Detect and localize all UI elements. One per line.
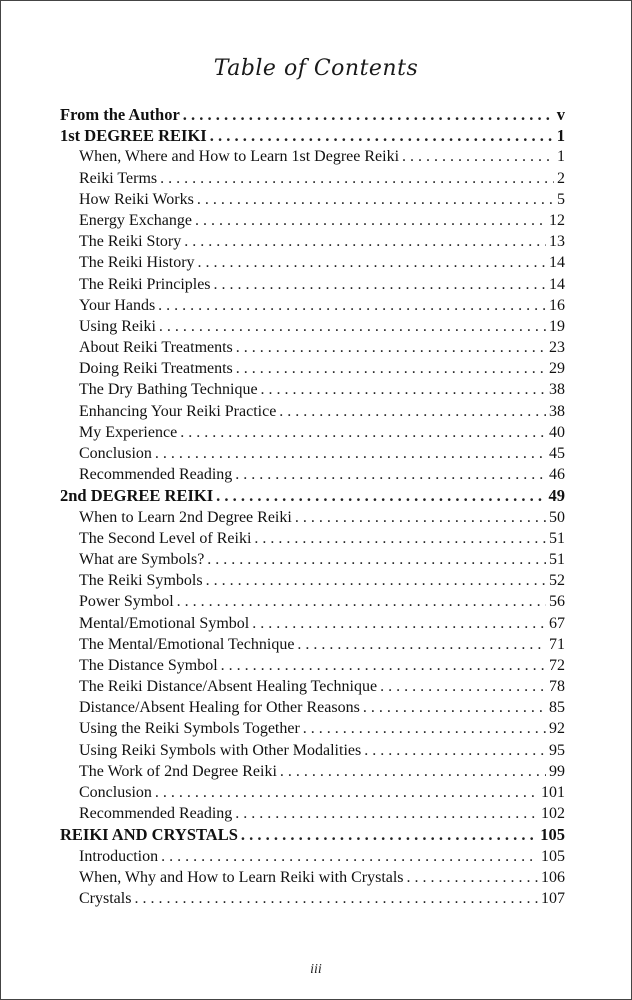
toc-title: Table of Contents xyxy=(213,56,419,81)
toc-entry-label: The Dry Bathing Technique xyxy=(79,381,258,399)
toc-entry-label: Your Hands xyxy=(79,296,156,314)
toc-entry[interactable] xyxy=(60,549,565,570)
toc-entry-label: Reiki Terms xyxy=(79,169,158,187)
dot-leader xyxy=(295,507,546,528)
toc-entry[interactable] xyxy=(60,379,565,400)
toc-entry-page: 51 xyxy=(549,550,565,568)
toc-entry-page: 16 xyxy=(549,296,565,314)
toc-entry-page: v xyxy=(556,105,565,124)
toc-entry-label: Enhancing Your Reiki Practice xyxy=(79,402,277,420)
toc-entry-page: 92 xyxy=(549,720,565,738)
toc-entry[interactable] xyxy=(60,274,565,295)
toc-entry[interactable] xyxy=(60,697,565,718)
toc-entry-label: Introduction xyxy=(79,847,159,865)
toc-entry[interactable] xyxy=(60,803,565,824)
dot-leader xyxy=(407,867,538,888)
toc-entry-page: 95 xyxy=(549,741,565,759)
toc-entry-label: Using Reiki xyxy=(79,317,156,335)
dot-leader xyxy=(210,125,554,146)
toc-entry-page: 5 xyxy=(557,190,565,208)
toc-entry[interactable] xyxy=(60,761,565,782)
toc-entry-page: 12 xyxy=(549,211,565,229)
dot-leader xyxy=(303,718,546,739)
toc-entry-page: 23 xyxy=(549,339,565,357)
toc-entry-page: 40 xyxy=(549,423,565,441)
toc-entry[interactable] xyxy=(60,422,565,443)
toc-entry[interactable] xyxy=(60,316,565,337)
toc-entry-page: 56 xyxy=(549,593,565,611)
toc-entry-label: Recommended Reading xyxy=(79,805,233,823)
dot-leader xyxy=(177,591,546,612)
toc-entry-label: Conclusion xyxy=(79,445,152,462)
dot-leader xyxy=(161,846,538,867)
toc-entry-page: 19 xyxy=(549,317,565,335)
toc-entry-page: 105 xyxy=(541,847,565,865)
toc-entry-page: 72 xyxy=(549,656,565,674)
toc-entry-page: 106 xyxy=(541,868,565,886)
toc-entry-label: The Reiki Symbols xyxy=(79,572,203,590)
toc-entry[interactable] xyxy=(60,401,565,422)
toc-entry-page: 13 xyxy=(549,233,565,251)
dot-leader xyxy=(235,803,538,824)
toc-entry[interactable] xyxy=(60,570,565,591)
toc-entry[interactable] xyxy=(60,443,565,464)
toc-entry-page: 107 xyxy=(541,889,565,907)
toc-entry[interactable] xyxy=(60,358,565,379)
dot-leader xyxy=(235,464,546,485)
toc-entry-page: 52 xyxy=(549,572,565,590)
toc-section-entry[interactable] xyxy=(60,485,565,506)
toc-entry-label: The Reiki Principles xyxy=(79,275,211,293)
toc-entry[interactable] xyxy=(60,337,565,358)
toc-entry-page: 85 xyxy=(549,699,565,717)
toc-section-entry[interactable] xyxy=(60,125,565,146)
dot-leader xyxy=(197,189,554,210)
toc-entry-page: 1 xyxy=(557,148,565,166)
toc-entry[interactable] xyxy=(60,528,565,549)
toc-entry-label: Using Reiki Symbols with Other Modalities xyxy=(79,741,362,759)
toc-entry-label: REIKI AND CRYSTALS xyxy=(60,825,238,845)
toc-list xyxy=(60,104,565,909)
dot-leader xyxy=(214,274,546,295)
dot-leader xyxy=(380,676,546,697)
toc-section-entry[interactable] xyxy=(60,104,565,125)
toc-entry-page: 99 xyxy=(549,762,565,780)
toc-entry-label: Using the Reiki Symbols Together xyxy=(79,720,300,738)
toc-entry[interactable] xyxy=(60,189,565,210)
dot-leader xyxy=(216,485,545,506)
dot-leader xyxy=(261,379,546,400)
dot-leader xyxy=(241,824,537,845)
toc-entry[interactable] xyxy=(60,295,565,316)
toc-entry-label: When, Why and How to Learn Reiki with Crystals xyxy=(79,868,404,886)
toc-entry-page: 71 xyxy=(549,635,565,653)
toc-entry-page: 38 xyxy=(549,381,565,399)
dot-leader xyxy=(254,528,546,549)
toc-entry-page: 49 xyxy=(548,486,565,506)
toc-entry-page: 14 xyxy=(549,275,565,293)
dot-leader xyxy=(198,252,546,273)
toc-entry[interactable] xyxy=(60,613,565,634)
dot-leader xyxy=(402,146,554,167)
dot-leader xyxy=(158,295,546,316)
toc-entry-label: The Distance Symbol xyxy=(79,656,218,674)
dot-leader xyxy=(280,761,546,782)
toc-entry[interactable] xyxy=(60,464,565,485)
toc-entry-label: Crystals xyxy=(79,889,132,907)
toc-entry-page: 45 xyxy=(549,445,565,462)
dot-leader xyxy=(297,634,546,655)
toc-entry-label: The Reiki History xyxy=(79,254,195,272)
toc-entry[interactable] xyxy=(60,655,565,676)
toc-entry-page: 101 xyxy=(541,784,565,801)
toc-entry[interactable] xyxy=(60,676,565,697)
dot-leader xyxy=(180,422,546,443)
toc-entry-page: 1 xyxy=(556,126,565,146)
toc-entry-label: From the Author xyxy=(60,105,180,124)
toc-entry[interactable] xyxy=(60,252,565,273)
toc-entry-label: The Reiki Distance/Absent Healing Technique xyxy=(79,678,378,696)
toc-section-entry[interactable] xyxy=(60,824,565,845)
dot-leader xyxy=(364,740,546,761)
toc-entry-page: 67 xyxy=(549,614,565,632)
toc-entry-label: My Experience xyxy=(79,423,178,441)
toc-entry[interactable] xyxy=(60,888,565,909)
toc-entry[interactable] xyxy=(60,782,565,803)
toc-entry-page: 51 xyxy=(549,529,565,547)
toc-entry[interactable] xyxy=(60,846,565,867)
toc-entry[interactable] xyxy=(60,146,565,167)
dot-leader xyxy=(183,104,554,125)
toc-entry-label: Mental/Emotional Symbol xyxy=(79,614,250,632)
toc-entry-page: 50 xyxy=(549,508,565,526)
toc-entry-label: 1st DEGREE REIKI xyxy=(60,126,207,146)
toc-entry-label: What are Symbols? xyxy=(79,550,205,568)
toc-entry-page: 38 xyxy=(549,402,565,420)
dot-leader xyxy=(159,316,546,337)
toc-entry-page: 105 xyxy=(540,825,565,845)
dot-leader xyxy=(195,210,546,231)
toc-entry-page: 102 xyxy=(541,805,565,823)
dot-leader xyxy=(206,570,546,591)
dot-leader xyxy=(236,358,546,379)
toc-entry-page: 14 xyxy=(549,254,565,272)
toc-entry[interactable] xyxy=(60,867,565,888)
toc-entry-label: The Reiki Story xyxy=(79,233,182,251)
toc-entry-label: When to Learn 2nd Degree Reiki xyxy=(79,508,292,526)
toc-entry[interactable] xyxy=(60,591,565,612)
toc-entry-label: 2nd DEGREE REIKI xyxy=(60,486,214,506)
toc-entry[interactable] xyxy=(60,634,565,655)
toc-entry[interactable] xyxy=(60,231,565,252)
toc-entry-label: The Work of 2nd Degree Reiki xyxy=(79,762,277,780)
dot-leader xyxy=(279,401,546,422)
toc-entry-label: When, Where and How to Learn 1st Degree Reiki xyxy=(79,148,400,166)
dot-leader xyxy=(236,337,546,358)
dot-leader xyxy=(155,782,538,803)
toc-entry-label: Distance/Absent Healing for Other Reasons xyxy=(79,699,360,717)
dot-leader xyxy=(207,549,546,570)
toc-entry-label: The Second Level of Reiki xyxy=(79,529,252,547)
toc-entry-page: 29 xyxy=(549,360,565,378)
toc-entry[interactable] xyxy=(60,168,565,189)
dot-leader xyxy=(160,168,554,189)
toc-entry-label: The Mental/Emotional Technique xyxy=(79,635,295,653)
dot-leader xyxy=(134,888,538,909)
toc-entry-label: About Reiki Treatments xyxy=(79,339,233,357)
toc-entry[interactable] xyxy=(60,740,565,761)
toc-entry-page: 78 xyxy=(549,678,565,696)
toc-entry-page: 46 xyxy=(549,466,565,484)
toc-entry-label: Recommended Reading xyxy=(79,466,233,484)
toc-entry[interactable] xyxy=(60,718,565,739)
toc-entry-label: How Reiki Works xyxy=(79,190,194,208)
dot-leader xyxy=(363,697,546,718)
toc-entry-label: Doing Reiki Treatments xyxy=(79,360,233,378)
toc-entry-page: 2 xyxy=(557,169,565,187)
page-number: iii xyxy=(310,962,322,977)
dot-leader xyxy=(221,655,546,676)
toc-entry[interactable] xyxy=(60,507,565,528)
dot-leader xyxy=(184,231,546,252)
toc-entry-label: Conclusion xyxy=(79,784,152,801)
dot-leader xyxy=(155,443,546,464)
toc-entry[interactable] xyxy=(60,210,565,231)
toc-entry-label: Energy Exchange xyxy=(79,211,192,229)
toc-entry-label: Power Symbol xyxy=(79,593,174,611)
dot-leader xyxy=(252,613,546,634)
